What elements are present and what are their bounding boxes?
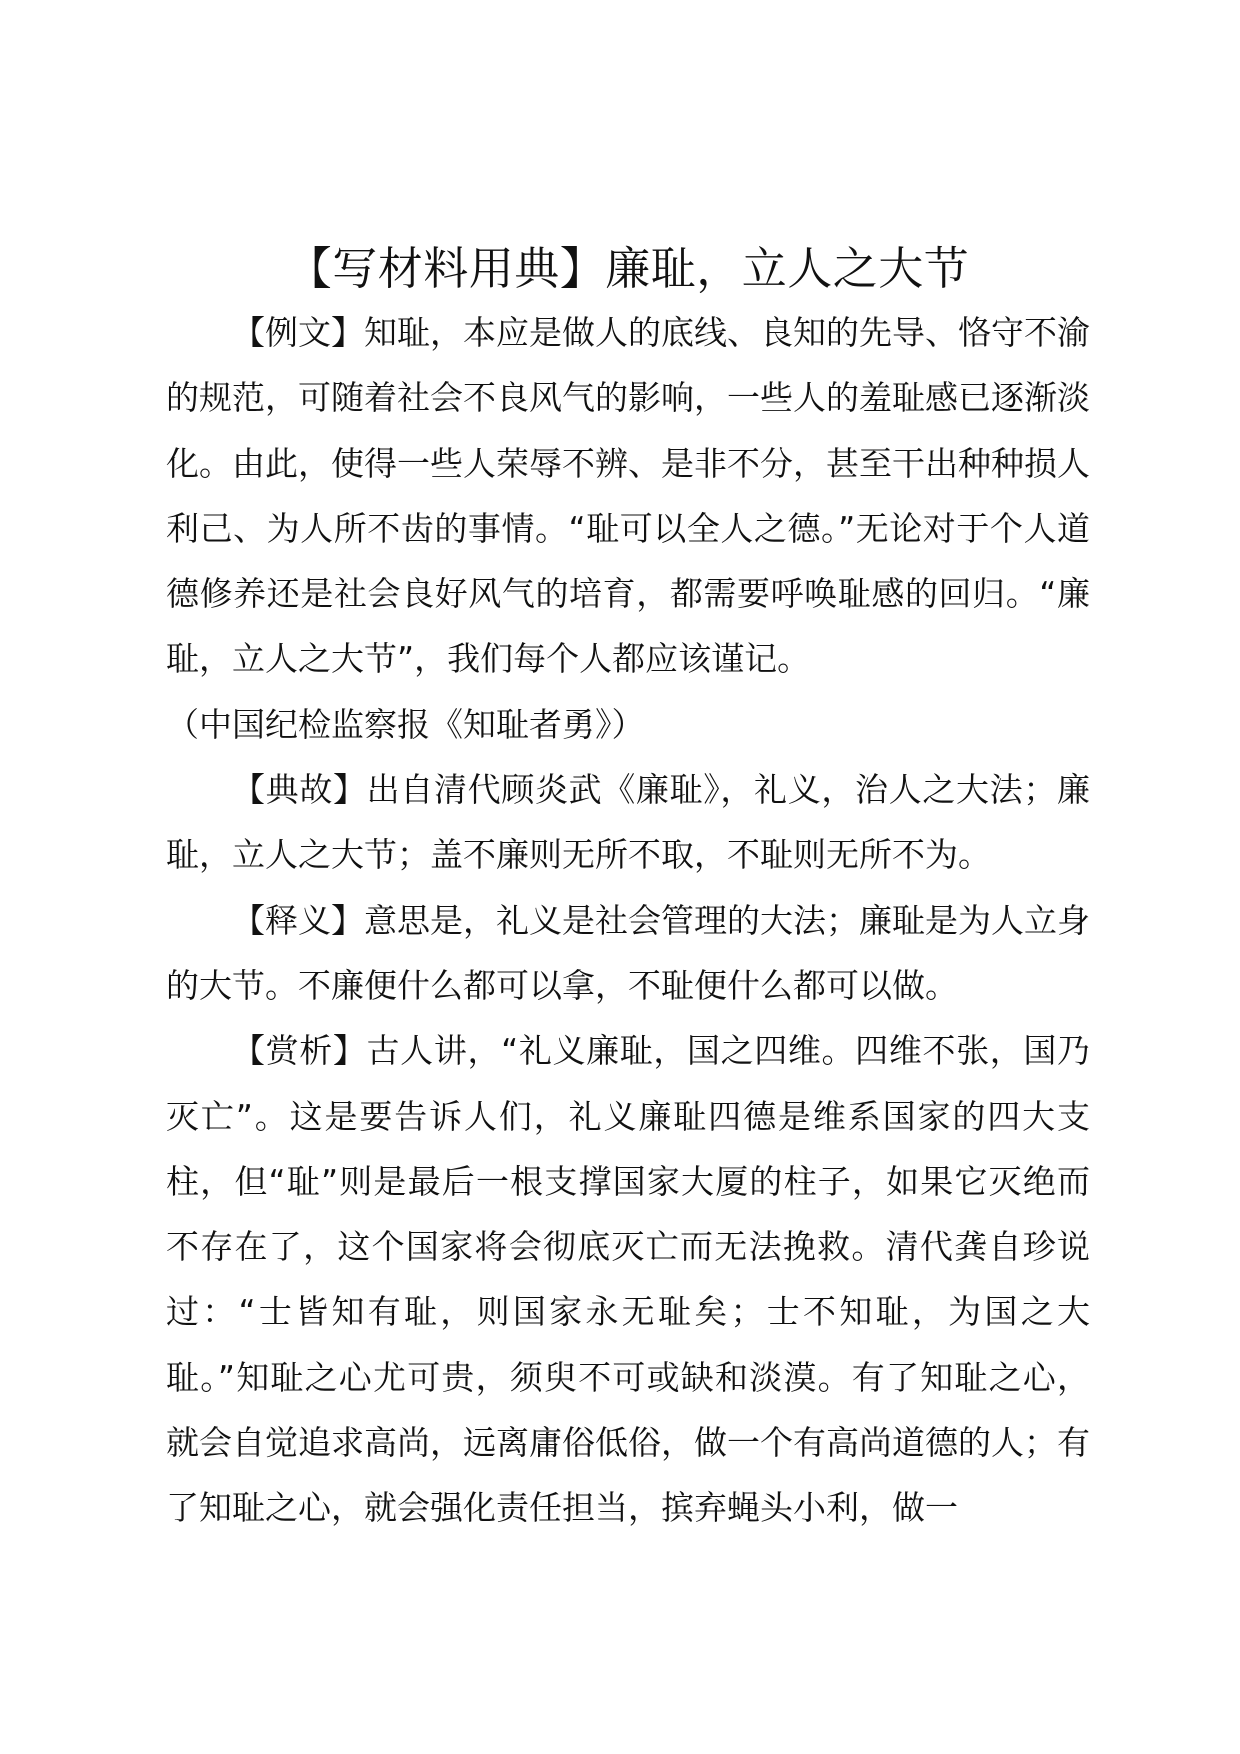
allusion-paragraph bbox=[166, 757, 1090, 888]
example-paragraph bbox=[166, 300, 1090, 692]
appreciation-paragraph bbox=[166, 1018, 1090, 1540]
allusion-text: 出自清代顾炎武《廉耻》，礼义，治人之大法；廉耻，立人之大节；盖不廉则无所不取，不耻则无所不为。 bbox=[166, 770, 1091, 875]
allusion-tag: 【典故】 bbox=[232, 770, 367, 810]
appreciation-tag: 【赏析】 bbox=[232, 1031, 367, 1071]
example-source: （中国纪检监察报《知耻者勇》） bbox=[166, 704, 645, 744]
appreciation-text: 古人讲，“礼义廉耻，国之四维。四维不张，国乃灭亡”。这是要告诉人们，礼义廉耻四德是维系国家的四大支柱，但“耻”则是最后一根支撑国家大厦的柱子，如果它灭绝而不存在了，这个国家将会彻底灭亡而无法挽救。清代龚自珍说过：“士皆知有耻，则国家永无耻矣；士不知耻，为国之大耻。”知耻之心尤可贵，须臾不可或缺和淡漠。有了知耻之心，就会自觉追求高尚，远离庸俗低俗，做一个有高尚道德的人；有了知耻之心，就会强化责任担当，摈弃蝇头小利，做一 bbox=[166, 1031, 1090, 1528]
example-tag: 【例文】 bbox=[232, 313, 364, 352]
document-body bbox=[166, 240, 1090, 1541]
meaning-text: 意思是，礼义是社会管理的大法；廉耻是为人立身的大节。不廉便什么都可以拿，不耻便什么都可以做。 bbox=[166, 900, 1090, 1005]
example-text: 知耻，本应是做人的底线、良知的先导、恪守不渝的规范，可随着社会不良风气的影响，一些人的羞耻感已逐渐淡化。由此，使得一些人荣辱不辨、是非不分，甚至干出种种损人利己、为人所不齿的事情。“耻可以全人之德。”无论对于个人道德修养还是社会良好风气的培育，都需要呼唤耻感的回归。“廉耻，立人之大节”，我们每个人都应该谨记。 bbox=[166, 313, 1090, 679]
meaning-tag: 【释义】 bbox=[232, 900, 364, 940]
page-title: 【写材料用典】廉耻，立人之大节 bbox=[286, 242, 970, 295]
meaning-paragraph bbox=[166, 888, 1090, 1019]
